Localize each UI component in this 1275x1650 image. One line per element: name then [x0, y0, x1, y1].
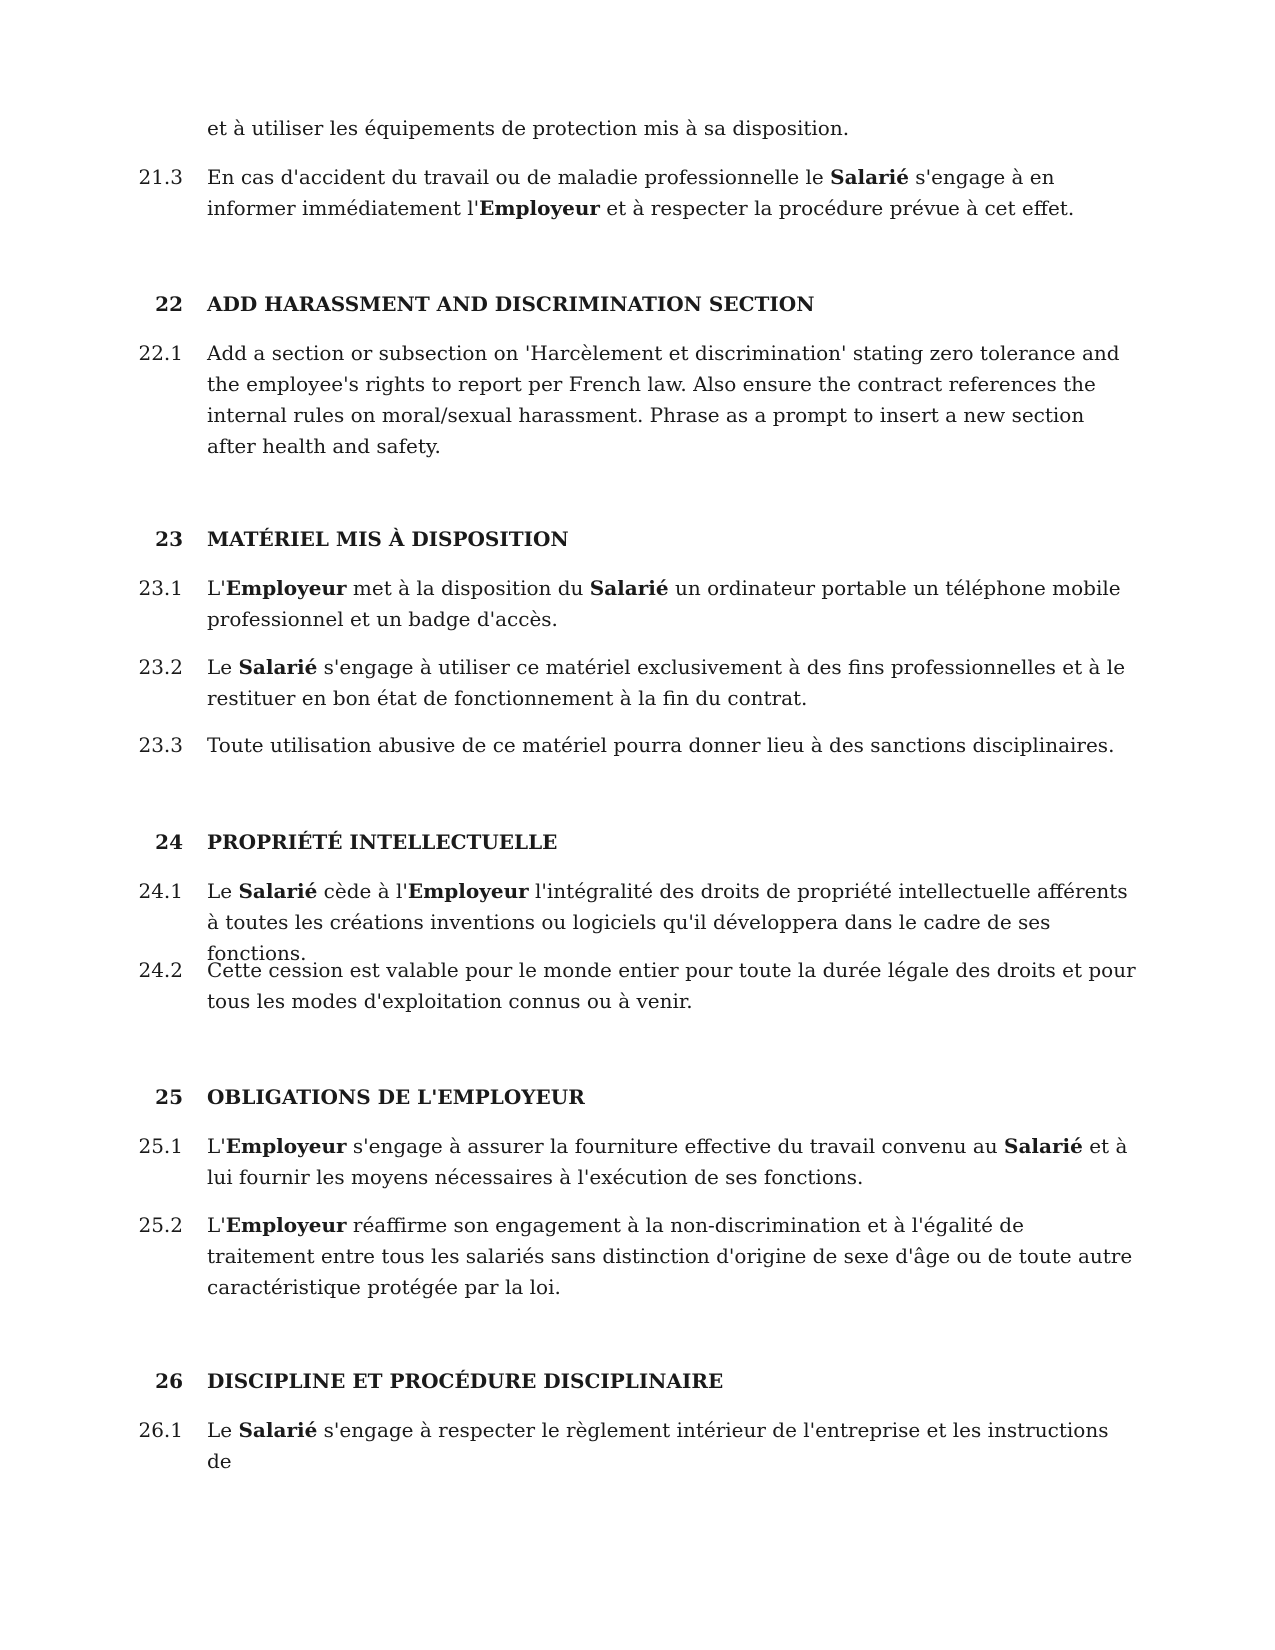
- paragraph-text: et à utiliser les équipements de protection mis à sa disposition.: [207, 116, 850, 140]
- clause-text: L'Employeur s'engage à assurer la fourniture effective du travail convenu au Salarié et à lui fournir les moyens nécessaires à l'exécution de ses fonctions.: [207, 1134, 1128, 1189]
- section-number: 24: [155, 830, 183, 854]
- clause-number: 26.1: [138, 1418, 183, 1442]
- term-salarie: Salarié: [238, 879, 318, 903]
- clause-text: L'Employeur réaffirme son engagement à la non-discrimination et à l'égalité de traitement entre tous les salariés sans distinction d'origine de sexe d'âge ou de toute autre caractéristique protégée par la loi.: [207, 1213, 1133, 1299]
- clause-number: 24.1: [138, 879, 183, 903]
- term-employeur: Employeur: [225, 1134, 347, 1158]
- clause-number: 24.2: [138, 958, 183, 982]
- section-title: PROPRIÉTÉ INTELLECTUELLE: [207, 830, 558, 854]
- section-title: DISCIPLINE ET PROCÉDURE DISCIPLINAIRE: [207, 1369, 724, 1393]
- clause-text: Cette cession est valable pour le monde entier pour toute la durée légale des droits et pour tous les modes d'exploitation connus ou à venir.: [207, 958, 1136, 1013]
- section-title: MATÉRIEL MIS À DISPOSITION: [207, 527, 569, 551]
- section-title: ADD HARASSMENT AND DISCRIMINATION SECTION: [207, 292, 815, 316]
- term-salarie: Salarié: [238, 1418, 318, 1442]
- clause-text: L'Employeur met à la disposition du Salarié un ordinateur portable un téléphone mobile professionnel et un badge d'accès.: [207, 576, 1121, 631]
- clause-text: Le Salarié cède à l'Employeur l'intégralité des droits de propriété intellectuelle afférents à toutes les créations inventions ou logiciels qu'il développera dans le cadre de ses fonctions.: [207, 879, 1128, 965]
- term-salarie: Salarié: [589, 576, 669, 600]
- clause-number: 21.3: [138, 165, 183, 189]
- term-employeur: Employeur: [225, 1213, 347, 1237]
- clause-text: Add a section or subsection on 'Harcèlement et discrimination' stating zero tolerance and the employee's rights to report per French law. Also ensure the contract references the internal rules on moral/sexual harassment. Phrase as a prompt to insert a new section after health and safety.: [207, 341, 1120, 458]
- term-salarie: Salarié: [238, 655, 318, 679]
- section-number: 22: [155, 292, 183, 316]
- section-number: 25: [155, 1085, 183, 1109]
- clause-number: 25.1: [138, 1134, 183, 1158]
- clause-number: 25.2: [138, 1213, 183, 1237]
- clause-number: 23.2: [138, 655, 183, 679]
- clause-text: Toute utilisation abusive de ce matériel pourra donner lieu à des sanctions disciplinaires.: [207, 733, 1115, 757]
- clause-number: 23.3: [138, 733, 183, 757]
- term-employeur: Employeur: [479, 196, 600, 220]
- section-number: 23: [155, 527, 183, 551]
- term-salarie: Salarié: [830, 165, 909, 189]
- clause-number: 22.1: [138, 341, 183, 365]
- clause-text: En cas d'accident du travail ou de maladie professionnelle le Salarié s'engage à en informer immédiatement l'Employeur et à respecter la procédure prévue à cet effet.: [207, 165, 1075, 220]
- term-employeur: Employeur: [407, 879, 529, 903]
- clause-number: 23.1: [138, 576, 183, 600]
- section-number: 26: [155, 1369, 183, 1393]
- clause-text: Le Salarié s'engage à respecter le règlement intérieur de l'entreprise et les instructions de: [207, 1418, 1109, 1473]
- clause-text: Le Salarié s'engage à utiliser ce matériel exclusivement à des fins professionnelles et à le restituer en bon état de fonctionnement à la fin du contrat.: [207, 655, 1126, 710]
- section-title: OBLIGATIONS DE L'EMPLOYEUR: [207, 1085, 585, 1109]
- term-employeur: Employeur: [225, 576, 347, 600]
- term-salarie: Salarié: [1004, 1134, 1083, 1158]
